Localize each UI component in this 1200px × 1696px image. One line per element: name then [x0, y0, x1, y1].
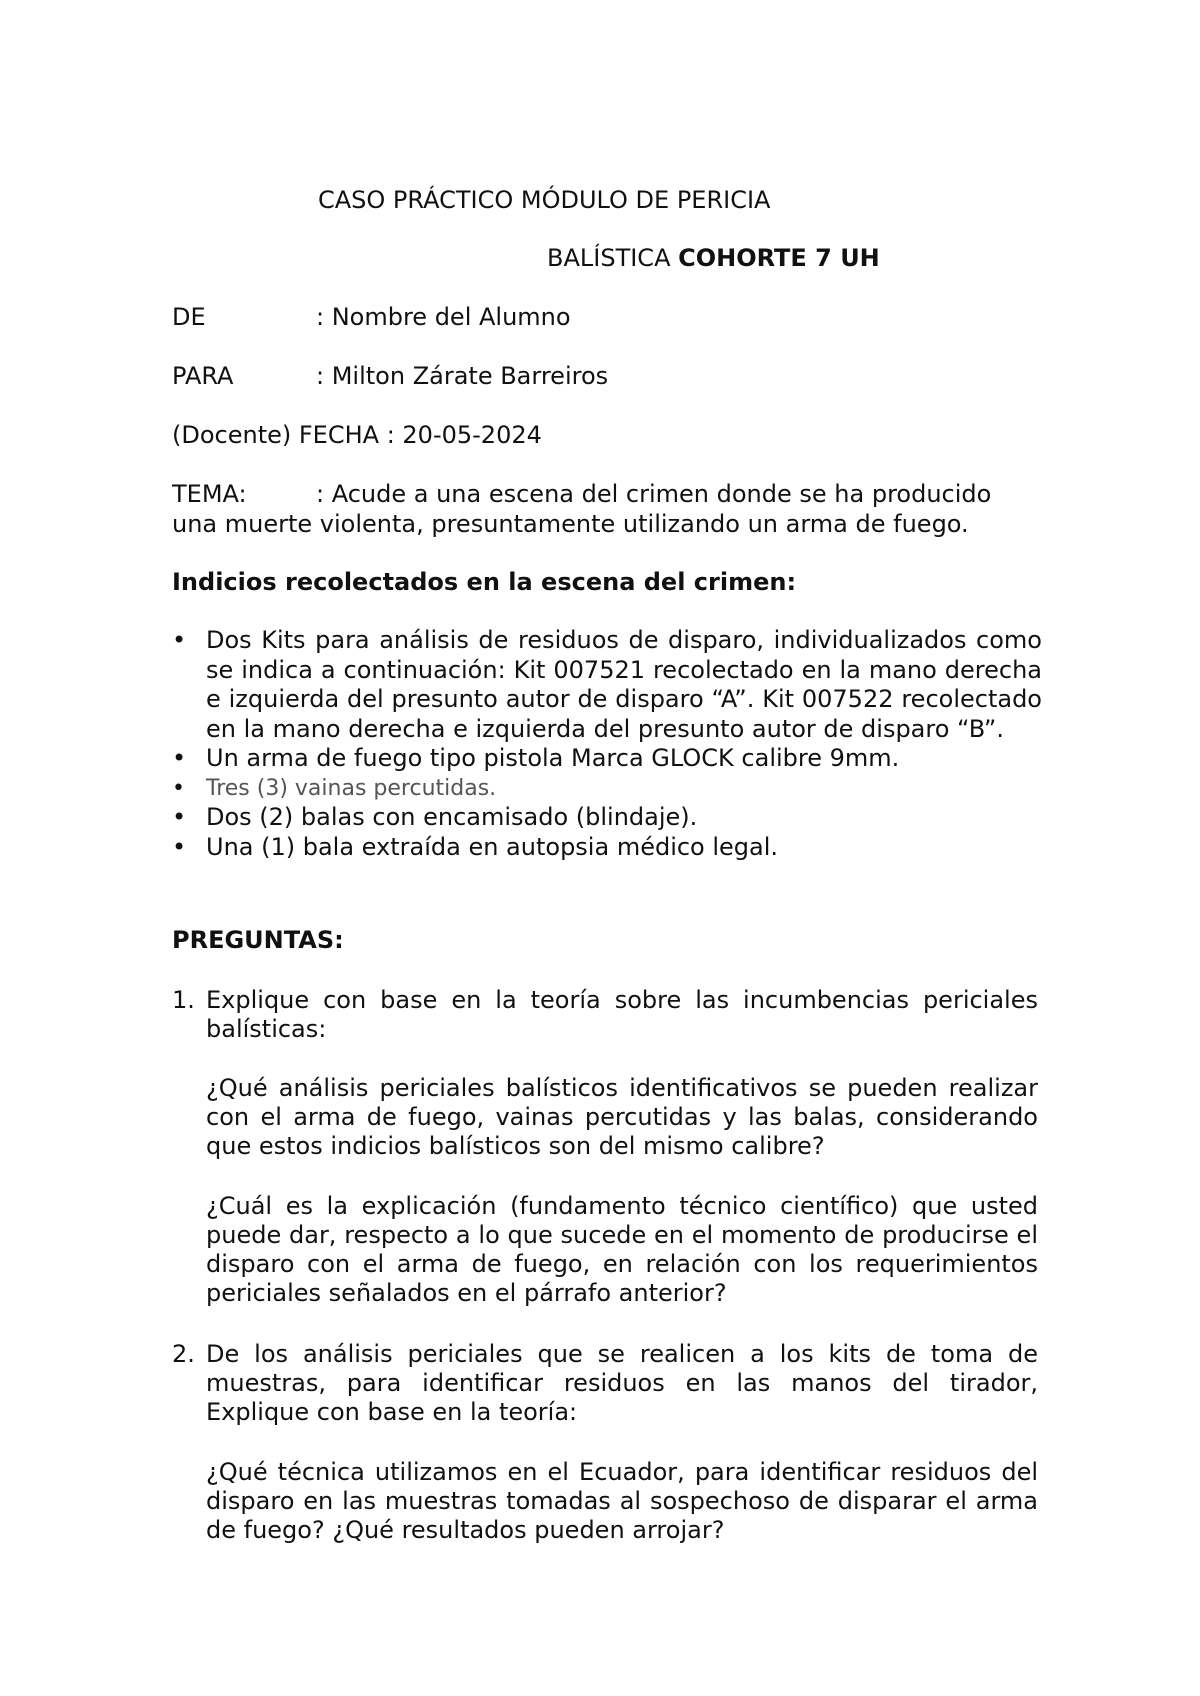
evidence-list [172, 626, 1042, 862]
question-2-part-a: ¿Qué técnica utilizamos en el Ecuador, para identificar residuos del disparo en las muestras tomadas al sospechoso de disparar el arma de fuego? ¿Qué resultados pueden arrojar? [206, 1458, 1038, 1544]
document-title: CASO PRÁCTICO MÓDULO DE PERICIA [318, 186, 771, 214]
question-1-number: 1. [172, 986, 195, 1014]
bullet-icon: • [172, 626, 187, 654]
para-value: : Milton Zárate Barreiros [316, 362, 609, 390]
questions-heading: PREGUNTAS: [172, 926, 344, 954]
evidence-item: • Dos Kits para análisis de residuos de disparo, individualizados como se indica a continuación: Kit 007521 recolectado en la mano derecha e izquierda del presunto autor de disparo “A”. Kit 007522 recolectado en la mano derecha e izquierda del presunto autor de disparo “B”. [172, 626, 1042, 743]
evidence-item: • Un arma de fuego tipo pistola Marca GLOCK calibre 9mm. [172, 744, 900, 772]
fecha-line: (Docente) FECHA : 20-05-2024 [172, 421, 542, 449]
question-1-intro: Explique con base en la teoría sobre las incumbencias periciales balísticas: [206, 986, 1038, 1043]
de-value: : Nombre del Alumno [316, 303, 571, 331]
question-2-number: 2. [172, 1340, 195, 1368]
tema-value-line1: : Acude a una escena del crimen donde se ha producido [316, 480, 992, 508]
subtitle-regular: BALÍSTICA [547, 244, 679, 272]
bullet-icon: • [172, 744, 187, 772]
question-1-part-b: ¿Cuál es la explicación (fundamento técnico científico) que usted puede dar, respecto a lo que sucede en el momento de producirse el disparo con el arma de fuego, en relación con los requerimientos periciales señalados en el párrafo anterior? [206, 1192, 1038, 1307]
evidence-item: • Dos (2) balas con encamisado (blindaje). [172, 803, 698, 831]
evidence-item: • Una (1) bala extraída en autopsia médico legal. [172, 832, 779, 861]
subtitle-bold: COHORTE 7 UH [678, 244, 880, 272]
tema-label: TEMA: [172, 480, 247, 508]
evidence-item: • Tres (3) vainas percutidas. [172, 774, 1042, 804]
de-label: DE [172, 303, 206, 331]
bullet-icon: • [172, 803, 187, 831]
document-subtitle [547, 244, 880, 272]
para-label: PARA [172, 362, 234, 390]
bullet-icon: • [172, 775, 185, 801]
evidence-heading: Indicios recolectados en la escena del crimen: [172, 568, 797, 596]
question-2-intro: De los análisis periciales que se realicen a los kits de toma de muestras, para identificar residuos en las manos del tirador, Explique con base en la teoría: [206, 1340, 1038, 1426]
tema-value-line2: una muerte violenta, presuntamente utilizando un arma de fuego. [172, 510, 969, 538]
question-1-part-a: ¿Qué análisis periciales balísticos identificativos se pueden realizar con el arma de fuego, vainas percutidas y las balas, considerando que estos indicios balísticos son del mismo calibre? [206, 1074, 1038, 1160]
bullet-icon: • [172, 832, 187, 861]
